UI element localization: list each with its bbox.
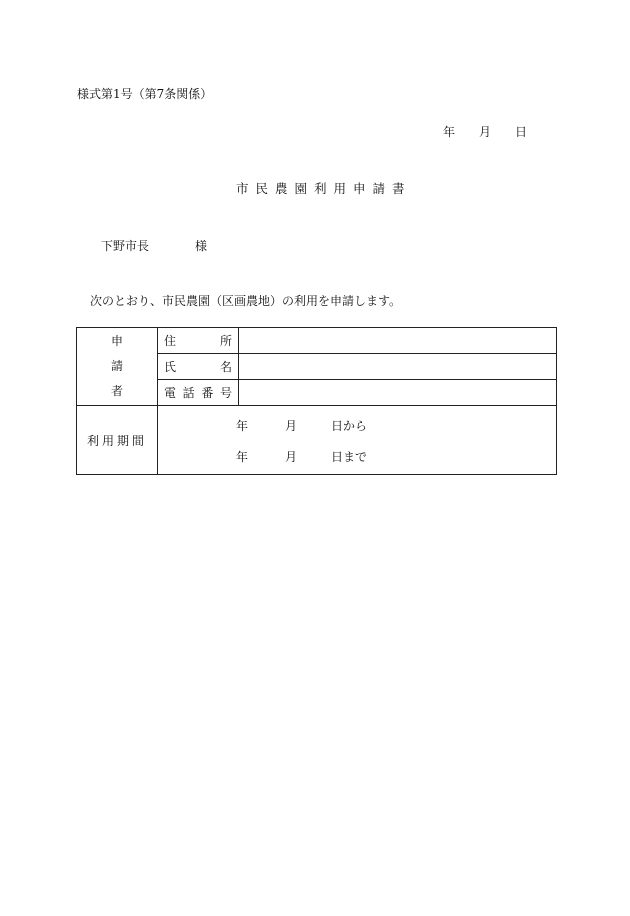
name-label-char: 名 <box>219 360 232 374</box>
period-from-year: 年 <box>236 419 249 433</box>
period-from-month: 月 <box>285 419 298 433</box>
name-label <box>158 354 239 380</box>
addressee-name: 下野市長 <box>101 239 150 253</box>
document-title: 市民農園利用申請書 <box>236 181 412 196</box>
form-number: 様式第1号（第7条関係） <box>77 87 213 101</box>
phone-field[interactable] <box>239 380 557 406</box>
applicant-label-char: 申 <box>110 334 123 348</box>
applicant-label-char: 者 <box>110 384 123 398</box>
addressee-honorific: 様 <box>195 239 208 253</box>
phone-label-char: 電 <box>164 386 177 400</box>
period-to-month: 月 <box>285 450 298 464</box>
applicant-label-char: 請 <box>110 359 123 373</box>
address-label <box>158 328 239 354</box>
phone-label-char: 話 <box>182 386 195 400</box>
phone-label <box>158 380 239 406</box>
period-from <box>236 417 367 434</box>
period-from-day: 日から <box>331 419 368 433</box>
date-month-label: 月 <box>479 125 492 139</box>
addressee <box>101 237 207 254</box>
address-label-char: 住 <box>164 334 177 348</box>
phone-label-char: 号 <box>219 386 232 400</box>
period-to <box>236 448 367 465</box>
applicant-label <box>77 328 158 406</box>
address-label-char: 所 <box>219 334 232 348</box>
address-field[interactable] <box>239 328 557 354</box>
application-date <box>443 123 527 140</box>
period-label: 利用期間 <box>77 406 158 475</box>
intro-text: 次のとおり、市民農園（区画農地）の利用を申請します。 <box>90 294 402 308</box>
period-to-year: 年 <box>236 450 249 464</box>
period-field[interactable] <box>158 406 557 475</box>
date-day-label: 日 <box>515 125 528 139</box>
phone-label-char: 番 <box>201 386 214 400</box>
name-field[interactable] <box>239 354 557 380</box>
name-label-char: 氏 <box>164 360 177 374</box>
date-year-label: 年 <box>443 125 456 139</box>
period-to-day: 日まで <box>331 450 368 464</box>
application-table <box>76 327 557 475</box>
